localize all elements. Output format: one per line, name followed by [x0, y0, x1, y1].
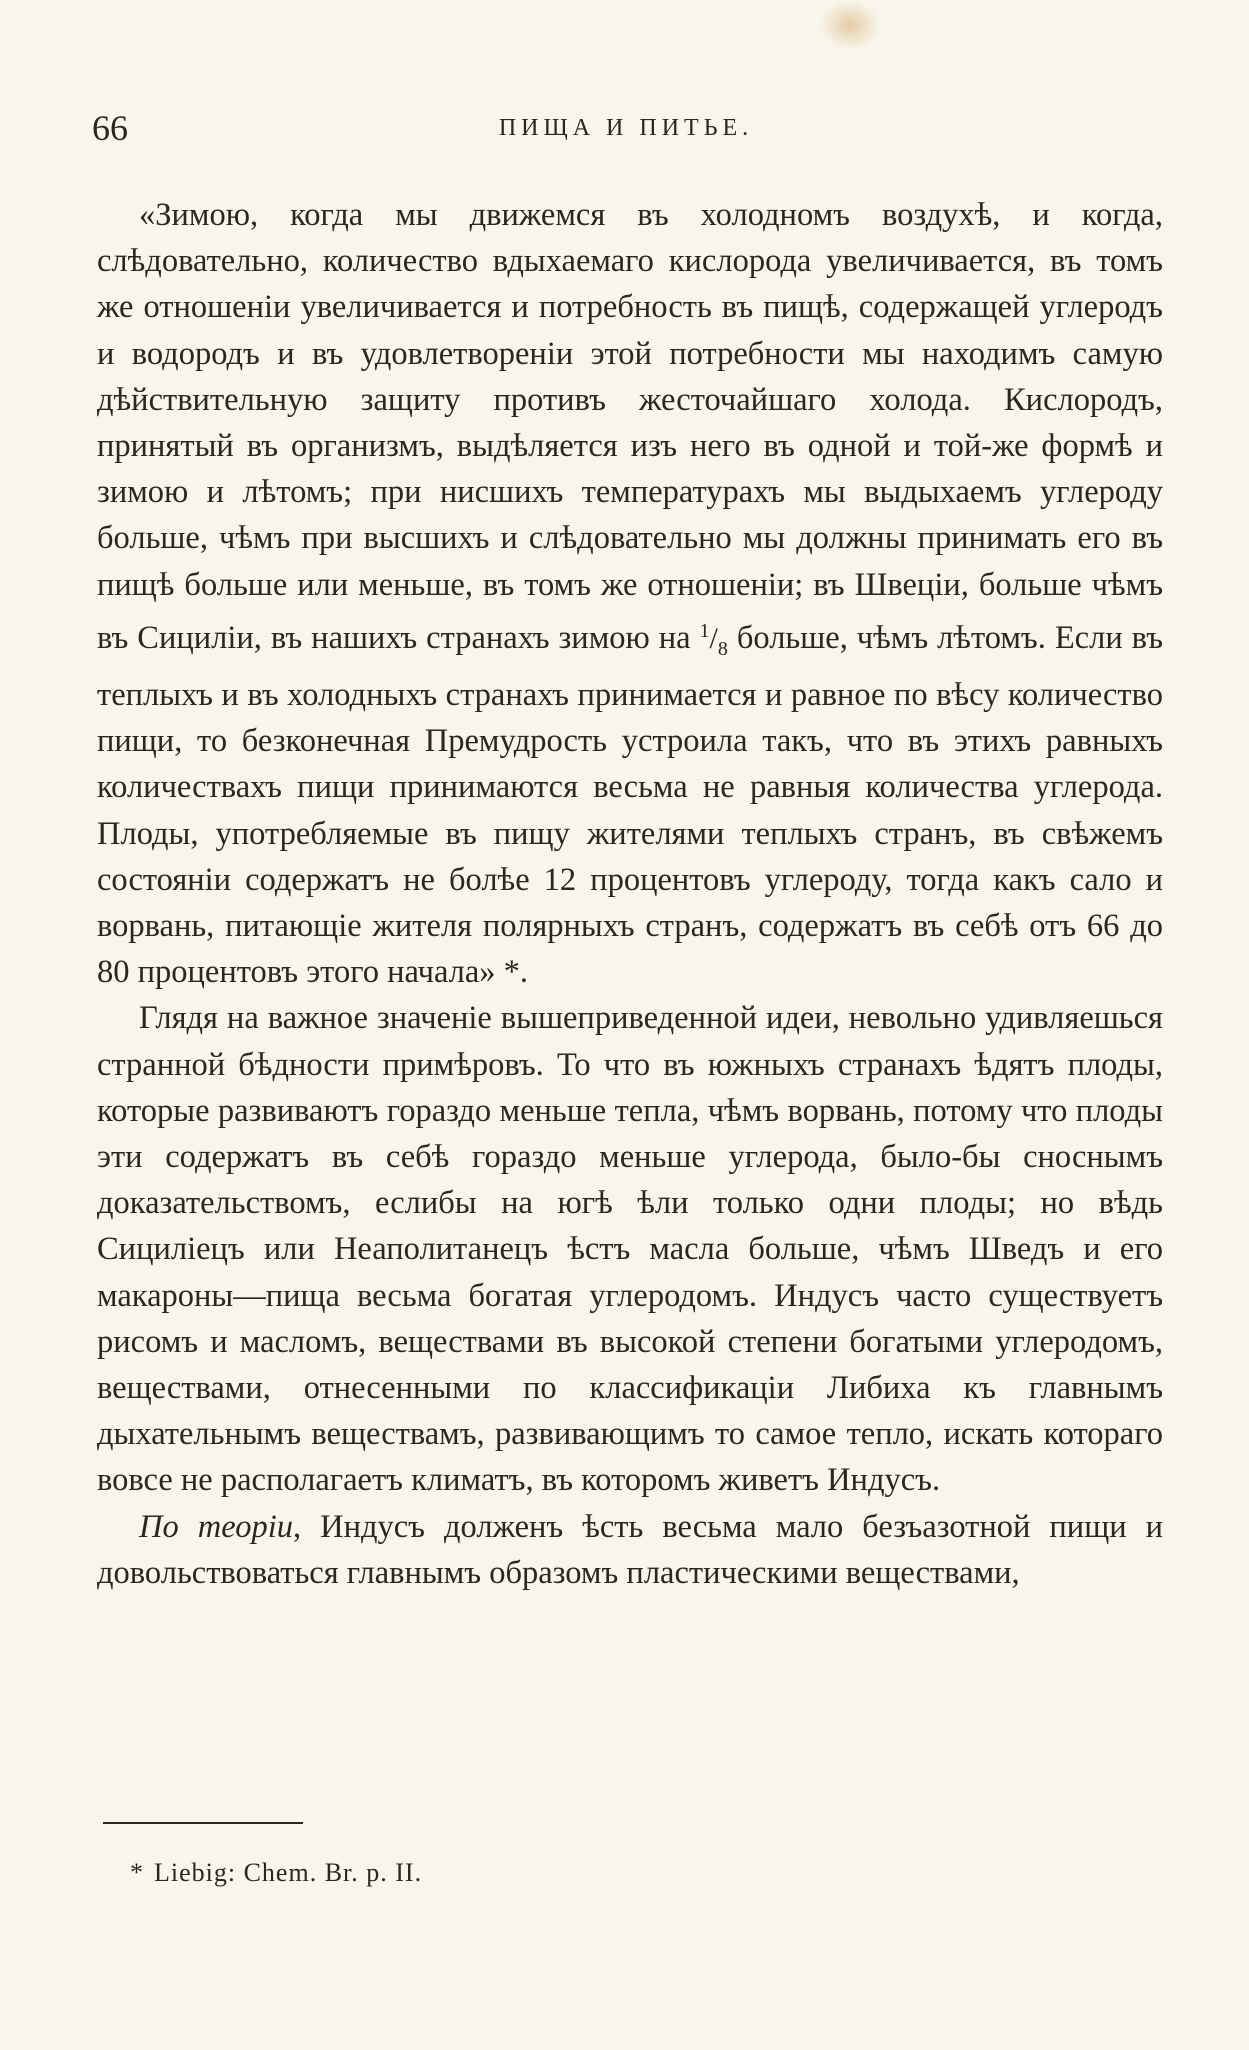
paragraph-1-continued: больше, чѣмъ лѣтомъ. Если въ теплыхъ и въ холодныхъ странахъ принимается и равное по вѣсу количество пищи, то безконечная Премудрость устроила такъ, что въ этихъ равныхъ количествахъ пищи принимаются весьма не равныя количества углерода. Плоды, употребляемые въ пищу жителями теплыхъ странъ, въ свѣжемъ состояніи содержатъ не болѣе 12 процентовъ углероду, тогда какъ сало и ворвань, питающіе жителя полярныхъ странъ, содержатъ въ себѣ отъ 66 до 80 процентовъ этого начала» *. [97, 619, 1164, 991]
footnote-text: Liebig: Chem. Br. p. II. [154, 1858, 423, 1887]
fraction: $^1/_8$ [699, 619, 728, 660]
paragraph-2: Глядя на важное значеніе вышеприведенной идеи, невольно удивляешься странной бѣдности примѣровъ. То что въ южныхъ странахъ ѣдятъ плоды, которые развиваютъ гораздо меньше тепла, чѣмъ ворвань, потому что плоды эти содержатъ въ себѣ гораздо меньше углерода, было-бы сноснымъ доказательствомъ, еслибы на югѣ ѣли только одни плоды; но вѣдь Сициліецъ или Неаполитанецъ ѣстъ масла больше, чѣмъ Шведъ и его макароны—пища весьма богатая углеродомъ. Индусъ часто существуетъ рисомъ и масломъ, веществами въ высокой степени богатыми углеродомъ, веществами, отнесенными по классификаціи Либиха къ главнымъ дыхательнымъ веществамъ, развивающимъ то самое тепло, искать котораго вовсе не располагаетъ климатъ, въ которомъ живетъ Индусъ. [97, 1000, 1163, 1499]
running-head [92, 108, 1160, 148]
fraction-numerator: 1 [699, 619, 710, 642]
running-title: ПИЩА И ПИТЬЕ. [498, 115, 754, 141]
paper-stain [820, 0, 880, 50]
footnote-mark: * [130, 1858, 144, 1887]
paragraph-1 [97, 192, 1163, 995]
fraction-denominator: 8 [717, 637, 728, 660]
paragraph-3-italic: По теоріи [139, 1508, 293, 1545]
paragraph-3-text: , Индусъ долженъ ѣсть весьма мало безъазотной пищи и довольствоваться главнымъ образомъ пластическими веществами, [97, 1508, 1164, 1591]
page-number: 66 [92, 108, 128, 148]
main-text [97, 192, 1163, 1596]
footnote-divider [103, 1822, 303, 1824]
paragraph-3 [97, 1504, 1163, 1596]
footnote [130, 1856, 422, 1890]
paragraph-1-text: «Зимою, когда мы движемся въ холодномъ воздухѣ, и когда, слѣдовательно, количество вдыхаемаго кислорода увеличивается, въ томъ же отношеніи увеличивается и потребность въ пищѣ, содержащей углеродъ и водородъ и въ удовлетвореніи этой потребности мы находимъ самую дѣйствительную защиту противъ жесточайшаго холода. Кислородъ, принятый въ организмъ, выдѣляется изъ него въ одной и той-же формѣ и зимою и лѣтомъ; при нисшихъ температурахъ мы выдыхаемъ углероду больше, чѣмъ при высшихъ и слѣдовательно мы должны принимать его въ пищѣ больше или меньше, въ томъ же отношеніи; въ Швеціи, больше чѣмъ въ Сициліи, въ нашихъ странахъ зимою на [97, 197, 1163, 656]
